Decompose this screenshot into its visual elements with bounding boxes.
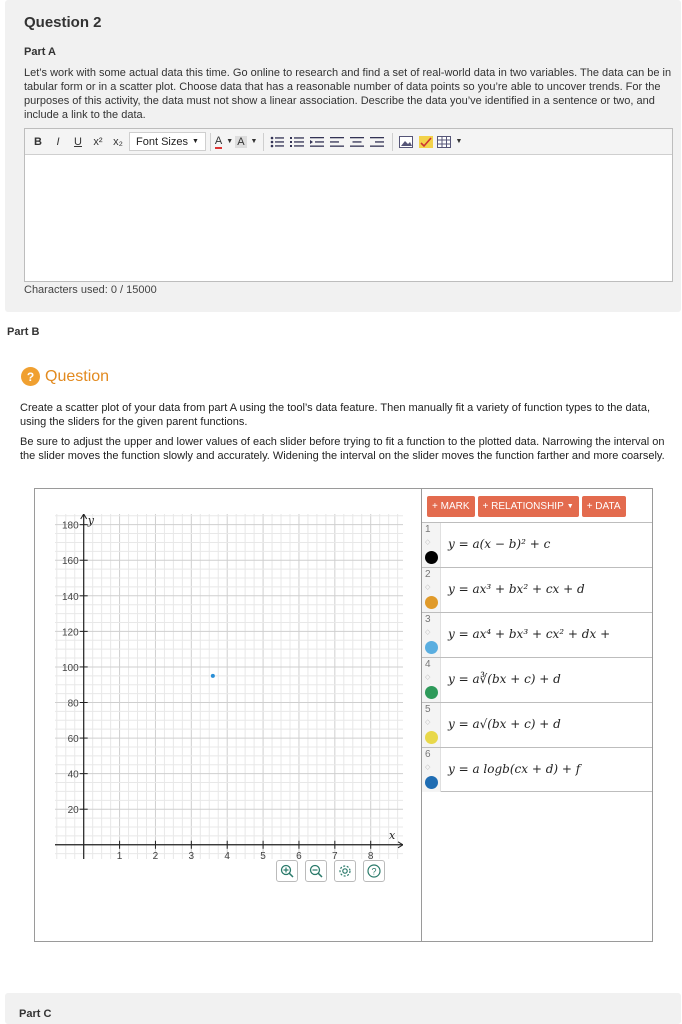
visibility-icon[interactable]: ◇ <box>425 584 431 591</box>
subscript-button[interactable]: x₂ <box>113 135 123 148</box>
chevron-down-icon: ▼ <box>455 138 463 145</box>
font-sizes-label: Font Sizes <box>136 135 188 148</box>
numbered-list-icon[interactable] <box>288 133 306 151</box>
y-tick-label: 40 <box>67 769 79 781</box>
toolbar-divider <box>210 133 211 151</box>
x-tick-label: 8 <box>367 850 374 859</box>
zoom-controls <box>276 860 385 882</box>
editor-toolbar <box>25 129 672 155</box>
expression-gutter <box>422 523 441 567</box>
x-axis-label: x <box>389 828 396 842</box>
y-tick-label: 160 <box>62 556 79 568</box>
question-header <box>21 367 109 386</box>
expression-formula[interactable]: y = ax³ + bx² + cx + d <box>448 582 585 596</box>
color-swatch[interactable] <box>425 686 438 699</box>
question-mark-icon: ? <box>21 367 40 386</box>
align-right-icon[interactable] <box>368 133 386 151</box>
rich-text-editor <box>24 128 673 282</box>
question-heading: Question <box>45 367 110 385</box>
y-tick-label: 20 <box>67 805 79 817</box>
y-tick-label: 120 <box>62 627 79 639</box>
expression-gutter <box>422 568 441 612</box>
expression-gutter <box>422 658 441 702</box>
y-tick-label: 80 <box>67 698 79 710</box>
visibility-icon[interactable]: ◇ <box>425 674 431 681</box>
x-tick-label: 5 <box>260 850 266 859</box>
table-icon[interactable] <box>437 133 462 151</box>
color-swatch[interactable] <box>425 551 438 564</box>
y-tick-label: 100 <box>62 662 79 674</box>
x-tick-label: 1 <box>116 850 123 859</box>
expression-toolbar <box>427 496 626 517</box>
part-a-label: Part A <box>24 46 56 58</box>
indent-icon[interactable] <box>308 133 326 151</box>
question-title: Question 2 <box>24 14 102 31</box>
font-color-label: A <box>214 134 223 147</box>
chevron-down-icon: ▼ <box>250 138 258 145</box>
expression-formula[interactable]: y = a∛(bx + c) + d <box>448 672 561 686</box>
add-relationship-label: + RELATIONSHIP <box>482 501 564 512</box>
zoom-in-icon[interactable] <box>276 860 298 882</box>
part-c-label: Part C <box>19 1008 52 1020</box>
italic-button[interactable]: I <box>56 135 60 148</box>
expression-pane <box>422 489 653 941</box>
zoom-out-icon[interactable] <box>305 860 327 882</box>
scatter-plot[interactable] <box>55 514 403 859</box>
visibility-icon[interactable]: ◇ <box>425 764 431 771</box>
toolbar-divider <box>392 133 393 151</box>
visibility-icon[interactable]: ◇ <box>425 629 431 636</box>
part-b-instructions-2: Be sure to adjust the upper and lower values of each slider before trying to fit a function to the plotted data. Narrowing the interval on the slider moves the function slowly and accurately. Widening the interval on the slider moves the function farther and more coarsely. <box>20 436 665 462</box>
add-mark-button[interactable]: + MARK <box>427 496 475 517</box>
expression-index: 6 <box>425 749 431 760</box>
color-swatch[interactable] <box>425 596 438 609</box>
align-left-icon[interactable] <box>328 133 346 151</box>
expression-formula[interactable]: y = a√(bx + c) + d <box>448 717 561 731</box>
x-tick-label: 2 <box>152 850 159 859</box>
visibility-icon[interactable]: ◇ <box>425 719 431 726</box>
underline-button[interactable]: U <box>74 135 82 148</box>
question-card <box>5 0 681 312</box>
chevron-down-icon: ▼ <box>191 138 199 145</box>
part-a-prompt: Let’s work with some actual data this time. Go online to research and find a set of real-world data in two variables. The data can be in tabular form or in a scatter plot. Choose data that has a reasonable number of data points so you’re able to uncover trends. For the purposes of this activity, the data must not show a linear association. Describe the data you’ve identified in a sentence or two, and include a link to the data. <box>24 67 672 121</box>
y-tick-label: 140 <box>62 591 79 603</box>
graph-pane <box>35 489 422 941</box>
expression-index: 5 <box>425 704 431 715</box>
graphing-tool <box>34 488 653 942</box>
expression-row[interactable] <box>422 612 652 657</box>
add-relationship-button[interactable] <box>478 496 579 517</box>
x-tick-label: 7 <box>332 850 338 859</box>
chevron-down-icon: ▼ <box>226 138 234 145</box>
y-axis-label: y <box>87 514 94 527</box>
expression-gutter <box>422 703 441 747</box>
expression-list <box>422 522 652 792</box>
x-tick-label: 6 <box>296 850 302 859</box>
expression-row[interactable] <box>422 702 652 747</box>
superscript-button[interactable]: x² <box>93 135 103 148</box>
color-swatch[interactable] <box>425 731 438 744</box>
image-icon[interactable] <box>397 133 415 151</box>
data-point <box>211 674 215 678</box>
y-tick-label: 180 <box>62 520 79 532</box>
x-tick-label: 3 <box>188 850 195 859</box>
expression-formula[interactable]: y = a(x − b)² + c <box>448 537 551 551</box>
answer-textarea[interactable] <box>25 155 672 281</box>
visibility-icon[interactable]: ◇ <box>425 539 431 546</box>
font-sizes-dropdown[interactable] <box>129 132 206 151</box>
equation-icon[interactable] <box>417 133 435 151</box>
expression-index: 1 <box>425 524 431 535</box>
expression-index: 4 <box>425 659 431 670</box>
svg-text:?: ? <box>371 866 377 877</box>
expression-index: 2 <box>425 569 431 580</box>
x-tick-label: 4 <box>224 850 230 859</box>
font-color-button[interactable] <box>215 133 233 151</box>
bullet-list-icon[interactable] <box>268 133 286 151</box>
bold-button[interactable]: B <box>34 135 42 148</box>
add-data-button[interactable]: + DATA <box>582 496 626 517</box>
align-center-icon[interactable] <box>348 133 366 151</box>
toolbar-divider <box>263 133 264 151</box>
highlight-label: A <box>237 135 245 148</box>
expression-formula[interactable]: y = ax⁴ + bx³ + cx² + dx + <box>448 627 611 641</box>
part-c-card <box>5 993 681 1024</box>
part-b-instructions-1: Create a scatter plot of your data from part A using the tool’s data feature. Then manually fit a variety of function types to the data, using the sliders for the given parent functions. <box>20 402 651 428</box>
expression-row[interactable] <box>422 747 652 792</box>
expression-index: 3 <box>425 614 431 625</box>
chevron-down-icon: ▼ <box>566 503 574 510</box>
expression-gutter <box>422 748 441 792</box>
expression-gutter <box>422 613 441 657</box>
expression-row[interactable] <box>422 657 652 702</box>
plot-background <box>55 514 403 859</box>
settings-icon[interactable] <box>334 860 356 882</box>
help-icon[interactable] <box>363 860 385 882</box>
highlight-button[interactable] <box>235 133 257 151</box>
y-tick-label: 60 <box>67 734 79 746</box>
character-counter: Characters used: 0 / 15000 <box>24 284 157 296</box>
expression-formula[interactable]: y = a logb(cx + d) + f <box>448 762 581 776</box>
expression-row[interactable] <box>422 567 652 612</box>
color-swatch[interactable] <box>425 776 438 789</box>
color-swatch[interactable] <box>425 641 438 654</box>
part-b-label: Part B <box>7 326 40 338</box>
expression-row[interactable] <box>422 522 652 567</box>
